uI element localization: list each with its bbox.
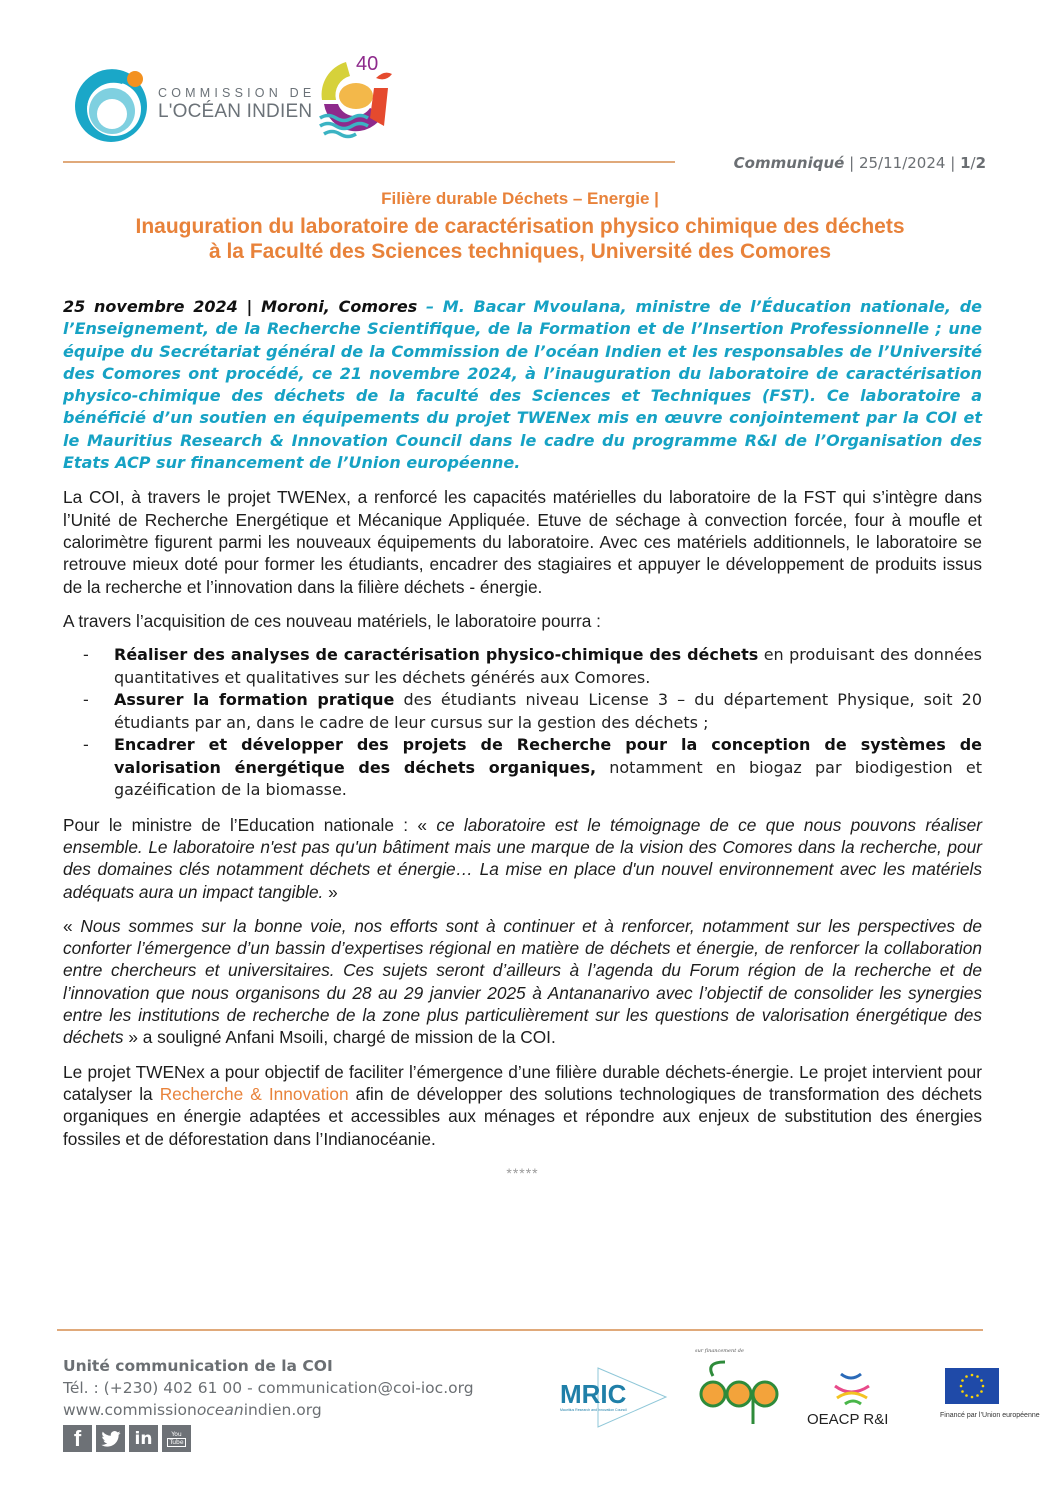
acp-emblem-icon <box>695 1354 785 1429</box>
linkedin-icon[interactable]: in <box>129 1425 158 1452</box>
svg-text:MRIC: MRIC <box>560 1379 627 1409</box>
oeacp-ri-logo <box>805 1368 900 1428</box>
footer-contact <box>63 1355 474 1421</box>
youtube-icon[interactable]: You Tube <box>162 1425 191 1452</box>
end-marker: ***** <box>506 1164 539 1181</box>
title-block <box>40 188 1000 264</box>
page-title: Inauguration du laboratoire de caractérisation physico chimique des déchets à la Faculté des Sciences techniques, Université des Comores <box>135 215 905 263</box>
article-body <box>63 296 982 1184</box>
coi-logo-icon <box>70 62 152 144</box>
eu-flag-icon <box>945 1368 999 1404</box>
list-item: - Encadrer et développer des projets de Recherche pour la conception de systèmes de valorisation énergétique des déchets organiques, notamment en biogaz par biodigestion et gazéification de la biomasse. <box>83 735 982 800</box>
meta-separator: | <box>849 154 855 172</box>
footer-website[interactable]: www.commissionoceanindien.org <box>63 1401 322 1419</box>
twitter-icon[interactable] <box>96 1425 125 1452</box>
svg-text:OEACP R&I: OEACP R&I <box>807 1411 889 1428</box>
eu-caption: Financé par l’Union européenne <box>940 1412 1040 1419</box>
facebook-icon[interactable]: f <box>63 1425 92 1452</box>
anniversary-40-logo-icon <box>312 48 396 144</box>
oeacp-emblem-icon <box>805 1368 900 1428</box>
org-line1: COMMISSION DE <box>158 86 316 100</box>
doc-date: 25/11/2024 <box>858 154 946 172</box>
acp-logo <box>695 1348 785 1433</box>
paragraph-intro-list: A travers l’acquisition de ces nouveau matériels, le laboratoire pourra : <box>63 610 601 631</box>
lede-text: M. Bacar Mvoulana, ministre de l’Éducation nationale, de l’Enseignement, de la Recherche Scientifique, de la Formation et de l’Insertion Professionnelle ; une équipe du Secrétariat général de la Commission de l’océan Indien et les responsables de l’Université des Comores ont procédé, ce 21 novembre 2024, à l’inauguration du laboratoire de caractérisation physico-chimique des déchets de la faculté des Sciences et Techniques (FST). Ce laboratoire a bénéficié d’un soutien en équipements du projet TWENex mis en œuvre conjointement par la COI et le Mauritius Research & Innovation Council dans le cadre du programme R&I de l’Organisation des Etats ACP sur financement de l’Union européenne. <box>63 297 983 473</box>
social-links <box>63 1425 191 1452</box>
list-item: - Réaliser des analyses de caractérisation physico-chimique des déchets en produisant des données quantitatives et qualitatives sur les déchets générés aux Comores. <box>83 645 982 687</box>
doc-type: Communiqué <box>733 154 845 172</box>
minister-quote: Pour le ministre de l’Education nationale : « ce laboratoire est le témoignage de ce que nous pouvons réaliser ensemble. Le laboratoire n'est pas qu'un bâtiment mais une marque de la vision des Comores dans la recherche, pour des domaines clés notamment déchets et énergie… La mise en place d'un nouvel environnement avec les matériels adéquats aura un impact tangible. » <box>63 814 982 902</box>
title-kicker: Filière durable Déchets – Energie | <box>381 189 659 208</box>
paragraph-equipment: La COI, à travers le projet TWENex, a renforcé les capacités matérielles du laboratoire de la FST qui s’intègre dans l’Unité de Recherche Energétique et Mécanique Appliquée. Etuve de séchage à convection forcée, four à moufle et calorimètre figurent parmi les nouveaux équipements du laboratoire. Avec ces matériels additionnels, le laboratoire se retrouve mieux doté pour former les étudiants, encadrer des stagiaires et appuyer le développement de produits issus de la recherche et l’innovation dans la filière déchets - énergie. <box>63 487 982 597</box>
project-paragraph: Le projet TWENex a pour objectif de faciliter l’émergence d’une filière durable déchets-énergie. Le projet intervient pour catalyser la Recherche & Innovation afin de développer des solutions technologiques de transformation des déchets organiques en énergie adaptées et accessibles aux ménages et répondre aux enjeux de substitution des énergies fossiles et de déforestation dans l’Indianocéanie. <box>63 1061 982 1149</box>
list-item: - Assurer la formation pratique des étudiants niveau License 3 – du département Physique, soit 20 étudiants par an, dans le cadre de leur cursus sur la gestion des déchets ; <box>83 690 982 732</box>
document-meta <box>734 154 986 172</box>
acp-caption: sur financement de <box>695 1348 744 1354</box>
page-number: 1/2 <box>960 154 986 172</box>
svg-text:40: 40 <box>356 53 379 75</box>
capabilities-list <box>63 644 982 802</box>
org-line2: L'OCÉAN INDIEN <box>158 101 313 122</box>
dateline: 25 novembre 2024 | Moroni, Comores <box>63 297 418 316</box>
coi-wordmark <box>158 86 315 123</box>
eu-funding-logo <box>940 1368 1040 1428</box>
footer-unit: Unité communication de la COI <box>63 1357 333 1375</box>
coi-quote: « Nous sommes sur la bonne voie, nos efforts sont à continuer et à renforcer, notamment sur les perspectives de conforter l’émergence d’un bassin d’expertises régional en matière de déchets et énergie, de renforcer la collaboration entre chercheurs et universitaires. Ces sujets seront d’ailleurs à l’agenda du Forum région de la recherche et de l’innovation que nous organisons du 28 au 29 janvier 2025 à Antananarivo avec l’objectif de consolider les synergies entre les institutions de recherche de la zone plus particulièrement sur les questions de valorisation énergétique des déchets » a souligné Anfani Msoili, chargé de mission de la COI. <box>63 915 982 1048</box>
meta-separator: | <box>950 154 956 172</box>
research-innovation-link[interactable]: Recherche & Innovation <box>159 1083 349 1104</box>
footer-phone-email[interactable]: Tél. : (+230) 402 61 00 - communication@coi-ioc.org <box>63 1379 474 1397</box>
mric-triangle-icon <box>558 1365 668 1430</box>
mric-logo <box>558 1365 668 1430</box>
header-divider <box>63 161 675 163</box>
footer-divider <box>57 1329 983 1331</box>
svg-text:Mauritius Research and Innovat: Mauritius Research and Innovation Council <box>560 1408 627 1412</box>
lede-paragraph: 25 novembre 2024 | Moroni, Comores – M. Bacar Mvoulana, ministre de l’Éducation nationale, de l’Enseignement, de la Recherche Scientifique, de la Formation et de l’Insertion Professionnelle ; une équipe du Secrétariat général de la Commission de l’océan Indien et les responsables de l’Université des Comores ont procédé, ce 21 novembre 2024, à l’inauguration du laboratoire de caractérisation physico-chimique des déchets de la faculté des Sciences et Techniques (FST). Ce laboratoire a bénéficié d’un soutien en équipements du projet TWENex mis en œuvre conjointement par la COI et le Mauritius Research & Innovation Council dans le cadre du programme R&I de l’Organisation des Etats ACP sur financement de l’Union européenne. <box>63 297 983 473</box>
